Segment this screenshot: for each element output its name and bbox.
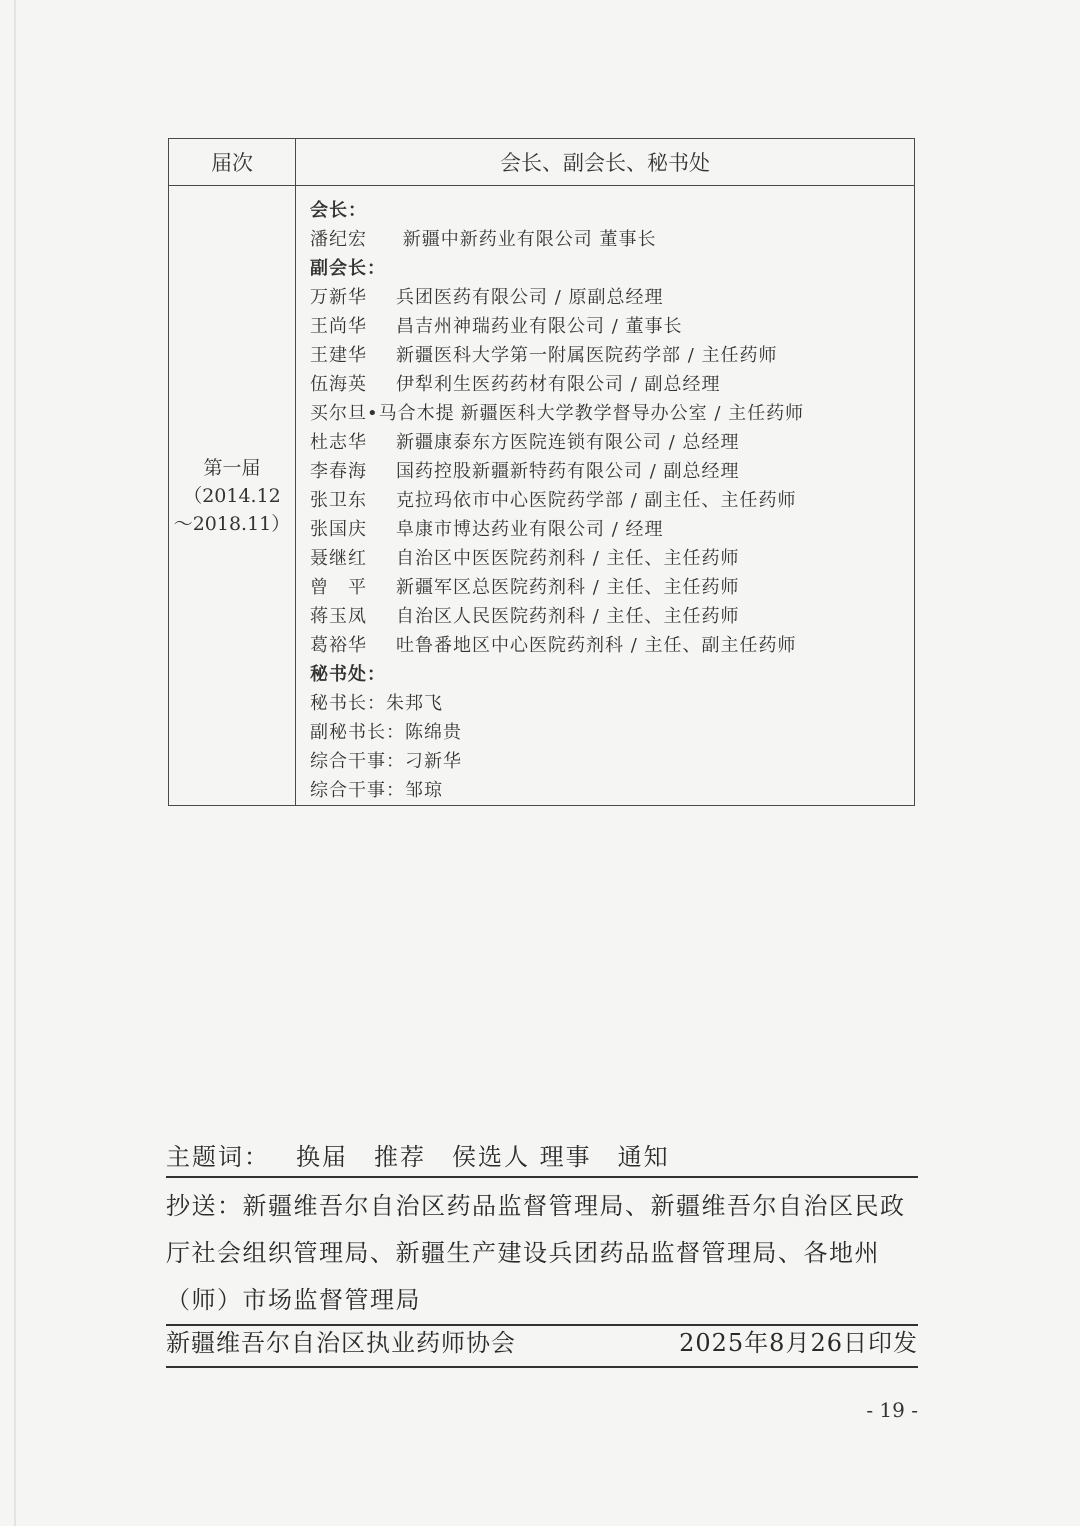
person-name: 杜志华 [310, 432, 367, 453]
vice-president-entry [310, 341, 914, 370]
person-name: 万新华 [310, 287, 367, 308]
subject-keyword: 推荐 [374, 1143, 426, 1171]
issue-line [166, 1320, 918, 1368]
person-org: 新疆中新药业有限公司 董事长 [402, 229, 657, 250]
person-org: 昌吉州神瑞药业有限公司 / 董事长 [396, 316, 683, 337]
person-org: 吐鲁番地区中心医院药剂科 / 主任、副主任药师 [396, 635, 797, 656]
secretariat-list [310, 689, 914, 805]
vice-president-entry [310, 544, 914, 573]
vice-president-entry [310, 602, 914, 631]
term-start: （2014.12 [183, 484, 281, 507]
term-cell [169, 186, 296, 806]
vice-president-entry [310, 486, 914, 515]
vice-president-list [310, 283, 914, 660]
header-officers: 会长、副会长、秘书处 [296, 139, 915, 186]
vice-heading: 副会长： [310, 258, 386, 279]
subject-keyword: 通知 [617, 1143, 670, 1171]
person-org: 兵团医药有限公司 / 原副总经理 [396, 287, 664, 308]
term-name: 第一届 [203, 456, 261, 479]
cc-block: 抄送：新疆维吾尔自治区药品监督管理局、新疆维吾尔自治区民政厅社会组织管理局、新疆生产建设兵团药品监督管理局、各地州（师）市场监督管理局 [166, 1183, 918, 1326]
person-org: 自治区中医医院药剂科 / 主任、主任药师 [396, 548, 740, 569]
vice-president-entry [310, 428, 914, 457]
person-org: 新疆医科大学教学督导办公室 / 主任药师 [460, 403, 805, 424]
vice-president-entry [310, 631, 914, 660]
subject-keywords [270, 1143, 670, 1171]
person-name: 潘纪宏 [310, 229, 367, 250]
subject-keyword: 侯选人 理事 [452, 1143, 592, 1171]
secretariat-heading: 秘书处： [310, 664, 386, 685]
vice-president-entry [310, 283, 914, 312]
president-entry [310, 225, 914, 254]
person-name: 伍海英 [310, 374, 367, 395]
person-org: 克拉玛依市中心医院药学部 / 副主任、主任药师 [396, 490, 797, 511]
person-name: 张卫东 [310, 490, 367, 511]
person-org: 阜康市博达药业有限公司 / 经理 [396, 519, 664, 540]
person-name: 王建华 [310, 345, 367, 366]
person-org: 新疆康泰东方医院连锁有限公司 / 总经理 [396, 432, 740, 453]
vice-president-entry [310, 370, 914, 399]
issuer: 新疆维吾尔自治区执业药师协会 [166, 1329, 516, 1357]
secretariat-entry: 综合干事：刁新华 [310, 751, 462, 772]
vice-president-entry [310, 457, 914, 486]
person-org: 自治区人民医院药剂科 / 主任、主任药师 [396, 606, 740, 627]
table-header-row [169, 139, 915, 186]
person-name: 张国庆 [310, 519, 367, 540]
subject-keyword: 换届 [296, 1143, 348, 1171]
person-org: 新疆军区总医院药剂科 / 主任、主任药师 [396, 577, 740, 598]
header-term: 届次 [169, 139, 296, 186]
person-org: 新疆医科大学第一附属医院药学部 / 主任药师 [396, 345, 778, 366]
person-name: 李春海 [310, 461, 367, 482]
subject-line [166, 1140, 918, 1178]
vice-president-entry [310, 312, 914, 341]
page-number: - 19 - [866, 1398, 918, 1422]
officers-cell [296, 186, 915, 806]
person-org: 国药控股新疆新特药有限公司 / 副总经理 [396, 461, 740, 482]
person-org: 伊犁利生医药药材有限公司 / 副总经理 [396, 374, 721, 395]
table-row [169, 186, 915, 806]
person-name: 王尚华 [310, 316, 367, 337]
term-end: ～2018.11） [173, 512, 291, 535]
secretariat-entry: 秘书长：朱邦飞 [310, 693, 443, 714]
subject-label: 主题词： [166, 1143, 270, 1171]
person-name: 葛裕华 [310, 635, 367, 656]
person-name: 聂继红 [310, 548, 367, 569]
person-name: 曾 平 [310, 577, 367, 598]
page-fold-shadow [14, 0, 16, 1526]
vice-president-entry [310, 515, 914, 544]
secretariat-entry: 副秘书长：陈绵贵 [310, 722, 462, 743]
issue-date: 2025年8月26日印发 [679, 1329, 918, 1357]
person-name: 买尔旦•马合木提 [310, 403, 455, 424]
officer-table [168, 138, 915, 806]
president-heading: 会长： [310, 200, 367, 221]
person-name: 蒋玉凤 [310, 606, 367, 627]
vice-president-entry [310, 399, 914, 428]
vice-president-entry [310, 573, 914, 602]
secretariat-entry: 综合干事：邹琼 [310, 780, 443, 801]
